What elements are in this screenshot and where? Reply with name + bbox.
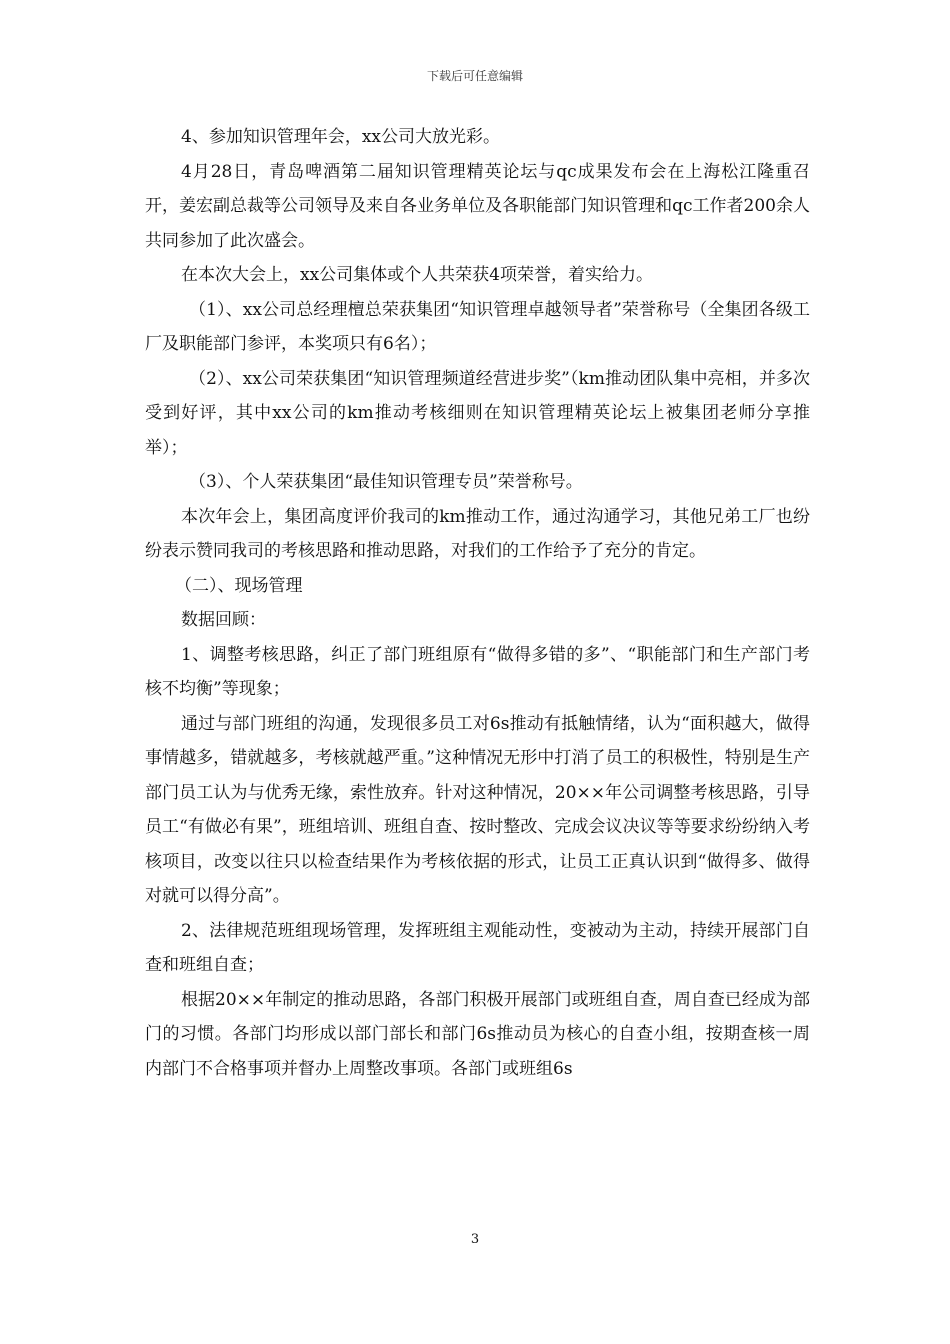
paragraph-annual-evaluation: 本次年会上，集团高度评价我司的km推动工作，通过沟通学习，其他兄弟工厂也纷纷表示赞同我司的考核思路和推动思路，对我们的工作给予了充分的肯定。 xyxy=(145,506,810,561)
paragraph-honor-2: （2）、xx公司荣获集团“知识管理频道经营进步奖”（km推动团队集中亮相，并多次受到好评，其中xx公司的km推动考核细则在知识管理精英论坛上被集团老师分享推举）； xyxy=(145,368,810,458)
paragraph-item-1: 1、调整考核思路，纠正了部门班组原有“做得多错的多”、“职能部门和生产部门考核不均衡”等现象； xyxy=(145,644,810,699)
page-number: 3 xyxy=(470,1232,480,1247)
subheading-data-review: 数据回顾： xyxy=(181,610,266,630)
paragraph-item-2-detail: 根据20××年制定的推动思路，各部门积极开展部门或班组自查，周自查已经成为部门的习惯。各部门均形成以部门部长和部门6s推动员为核心的自查小组，按期查核一周内部门不合格事项并督办上周整改事项。各部门或班组6s xyxy=(145,989,810,1079)
paragraph-item-1-detail: 通过与部门班组的沟通，发现很多员工对6s推动有抵触情绪，认为“面积越大，做得事情越多，错就越多，考核就越严重。”这种情况无形中打消了员工的积极性，特别是生产部门员工认为与优秀无缘，索性放弃。针对这种情况，20××年公司调整考核思路，引导员工“有做必有果”，班组培训、班组自查、按时整改、完成会议决议等等要求纷纷纳入考核项目，改变以往只以检查结果作为考核依据的形式，让员工正真认识到“做得多、做得对就可以得分高”。 xyxy=(145,713,810,906)
document-body xyxy=(145,120,810,1086)
paragraph-qingdao-forum: 4月28日，青岛啤酒第二届知识管理精英论坛与qc成果发布会在上海松江隆重召开，姜宏副总裁等公司领导及来自各业务单位及各职能部门知识管理和qc工作者200余人共同参加了此次盛会。 xyxy=(145,161,810,251)
section-heading-site-management: （二）、现场管理 xyxy=(175,575,303,596)
page-header: 下载后可任意编辑 xyxy=(426,69,523,83)
paragraph-honors-summary: 在本次大会上，xx公司集体或个人共荣获4项荣誉，着实给力。 xyxy=(181,265,653,285)
paragraph-honor-1: （1）、xx公司总经理檀总荣获集团“知识管理卓越领导者”荣誉称号（全集团各级工厂及职能部门参评，本奖项只有6名）； xyxy=(145,299,810,354)
paragraph-item-2: 2、法律规范班组现场管理，发挥班组主观能动性，变被动为主动，持续开展部门自查和班组自查； xyxy=(145,920,810,975)
paragraph-heading-4: 4、参加知识管理年会，xx公司大放光彩。 xyxy=(181,127,500,147)
paragraph-honor-3: （3）、个人荣获集团“最佳知识管理专员”荣誉称号。 xyxy=(189,472,583,492)
